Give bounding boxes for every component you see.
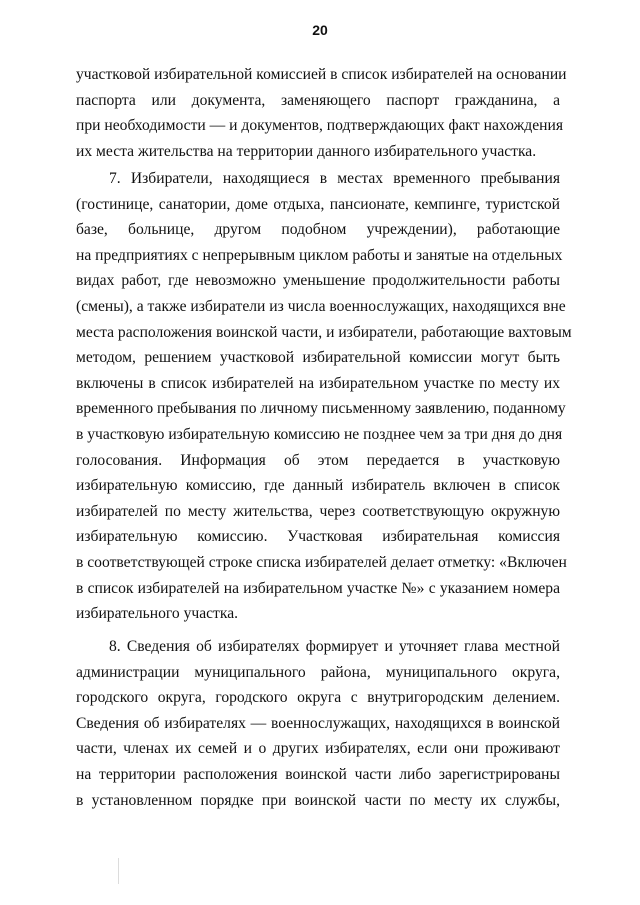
- text-line: паспорта или документа, заменяющего паспорт гражданина, а: [76, 91, 560, 109]
- text-line: администрации муниципального района, муниципального округа,: [76, 663, 560, 681]
- text-line: при необходимости — и документов, подтверждающих факт нахождения: [76, 117, 563, 135]
- text-line: городского округа, городского округа с внутригородским делением.: [76, 689, 560, 707]
- paragraph-item-7: [76, 166, 572, 627]
- page-number: 20: [312, 22, 328, 38]
- text-line: включены в список избирателей на избирательном участке по месту их: [76, 374, 560, 392]
- text-line: места расположения воинской части, и избиратели, работающие вахтовым: [76, 323, 572, 341]
- text-line: в список избирателей на избирательном участке №» с указанием номера: [76, 579, 560, 597]
- text-line: избирательную комиссию, где данный избиратель включен в список: [76, 477, 560, 495]
- text-line: на предприятиях с непрерывным циклом работы и занятые на отдельных: [76, 246, 563, 264]
- text-line: 8. Сведения об избирателях формирует и уточняет глава местной: [109, 638, 560, 655]
- text-line: в установленном порядке при воинской части по месту их службы,: [76, 791, 560, 809]
- paragraph-continuation: [76, 62, 567, 164]
- text-line: в участковую избирательную комиссию не позднее чем за три дня до дня: [76, 425, 563, 443]
- text-line: Сведения об избирателях — военнослужащих, находящихся в воинской: [76, 714, 560, 732]
- text-line: голосования. Информация об этом передается в участковую: [76, 451, 560, 469]
- text-line: участковой избирательной комиссией в список избирателей на основании: [76, 66, 567, 83]
- text-line: базе, больнице, другом подобном учреждении), работающие: [76, 221, 560, 239]
- text-line: видах работ, где невозможно уменьшение продолжительности работы: [76, 272, 560, 290]
- text-line: (смены), а также избиратели из числа военнослужащих, находящихся вне: [76, 297, 566, 315]
- text-line: методом, решением участковой избирательной комиссии могут быть: [76, 349, 560, 367]
- text-line: (гостинице, санатории, доме отдыха, пансионате, кемпинге, туристской: [76, 195, 560, 213]
- text-line: в соответствующей строке списка избирателей делает отметку: «Включен: [76, 553, 567, 571]
- text-line: избирательную комиссию. Участковая избирательная комиссия: [76, 528, 560, 546]
- paragraph-item-8: [76, 634, 560, 813]
- text-line: части, членах их семей и о других избирателях, если они проживают: [76, 740, 560, 758]
- text-line: 7. Избиратели, находящиеся в местах временного пребывания: [109, 170, 560, 187]
- scan-artifact-line: [118, 858, 119, 884]
- text-line: их места жительства на территории данного избирательного участка.: [76, 142, 537, 160]
- text-line: избирательного участка.: [76, 605, 239, 623]
- text-line: избирателей по месту жительства, через соответствующую окружную: [76, 502, 560, 520]
- text-line: на территории расположения воинской части либо зарегистрированы: [76, 765, 560, 783]
- text-line: временного пребывания по личному письменному заявлению, поданному: [76, 400, 566, 418]
